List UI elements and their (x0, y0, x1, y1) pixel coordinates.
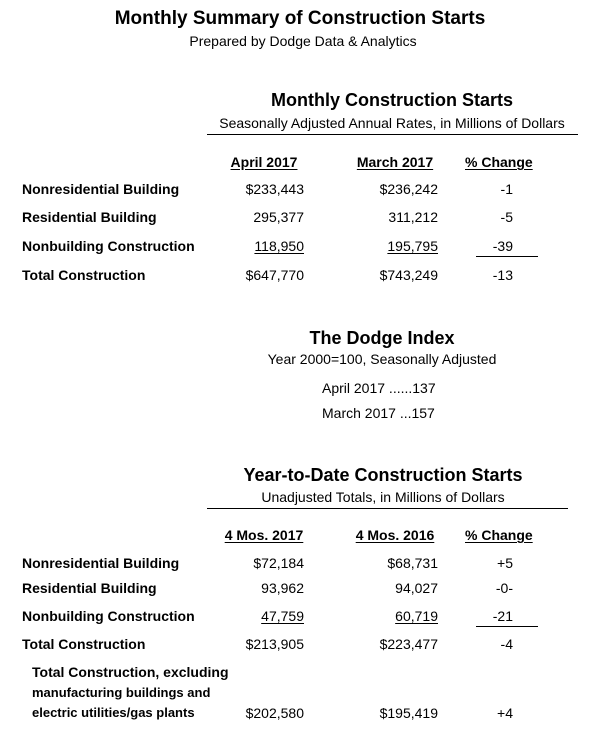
page-title: Monthly Summary of Construction Starts (114, 8, 486, 29)
cell-value: $647,770 (245, 267, 304, 283)
cell-value: 118,950 (254, 238, 304, 254)
monthly-divider (207, 134, 578, 135)
row-label: Residential Building (22, 209, 157, 225)
index-march: March 2017 ...157 (322, 405, 435, 421)
cell-value: 295,377 (253, 209, 304, 225)
row-label: Nonbuilding Construction (22, 238, 195, 254)
row-label: Total Construction (22, 267, 146, 283)
row-label-line-3: electric utilities/gas plants (32, 705, 195, 720)
cell-value: $68,731 (387, 555, 438, 571)
ytd-col-2: 4 Mos. 2016 (355, 527, 435, 543)
monthly-title: Monthly Construction Starts (271, 90, 513, 110)
cell-value: 311,212 (388, 209, 438, 225)
row-label: Total Construction (22, 636, 146, 652)
cell-value: $233,443 (245, 181, 304, 197)
page-subtitle: Prepared by Dodge Data & Analytics (189, 33, 417, 49)
cell-value: $213,905 (245, 636, 304, 652)
cell-value: -5 (500, 209, 513, 225)
cell-value: $72,184 (253, 555, 304, 571)
monthly-subtitle: Seasonally Adjusted Annual Rates, in Millions of Dollars (219, 115, 565, 131)
cell-value: $743,249 (379, 267, 438, 283)
change-underline (476, 256, 538, 257)
cell-value: +5 (497, 555, 513, 571)
row-label-line-1: Total Construction, excluding (32, 664, 229, 680)
ytd-col-3: % Change (465, 527, 533, 543)
ytd-subtitle: Unadjusted Totals, in Millions of Dollars (261, 489, 505, 505)
cell-value: 60,719 (395, 608, 438, 624)
ytd-col-1: 4 Mos. 2017 (224, 527, 304, 543)
row-label: Nonbuilding Construction (22, 608, 195, 624)
index-subtitle: Year 2000=100, Seasonally Adjusted (267, 351, 497, 367)
row-label: Residential Building (22, 580, 157, 596)
cell-value: 195,795 (387, 238, 438, 254)
cell-value: 47,759 (261, 608, 304, 624)
row-label: Nonresidential Building (22, 555, 180, 571)
ytd-title: Year-to-Date Construction Starts (243, 465, 523, 485)
cell-value: +4 (497, 705, 513, 721)
row-label-line-2: manufacturing buildings and (32, 685, 211, 700)
cell-value: -39 (492, 238, 513, 254)
cell-value: -0- (495, 580, 513, 596)
cell-value: $223,477 (379, 636, 438, 652)
index-april: April 2017 ......137 (322, 380, 436, 396)
ytd-divider (207, 508, 568, 509)
cell-value: $236,242 (379, 181, 438, 197)
monthly-col-1: April 2017 (230, 154, 298, 170)
cell-value: $195,419 (379, 705, 438, 721)
change-underline (476, 626, 538, 627)
cell-value: 94,027 (395, 580, 438, 596)
cell-value: -21 (492, 608, 513, 624)
index-title: The Dodge Index (309, 328, 455, 348)
cell-value: -13 (492, 267, 513, 283)
cell-value: 93,962 (261, 580, 304, 596)
cell-value: -1 (500, 181, 513, 197)
monthly-col-2: March 2017 (356, 154, 434, 170)
cell-value: -4 (500, 636, 513, 652)
monthly-col-3: % Change (465, 154, 533, 170)
cell-value: $202,580 (245, 705, 304, 721)
row-label: Nonresidential Building (22, 181, 180, 197)
